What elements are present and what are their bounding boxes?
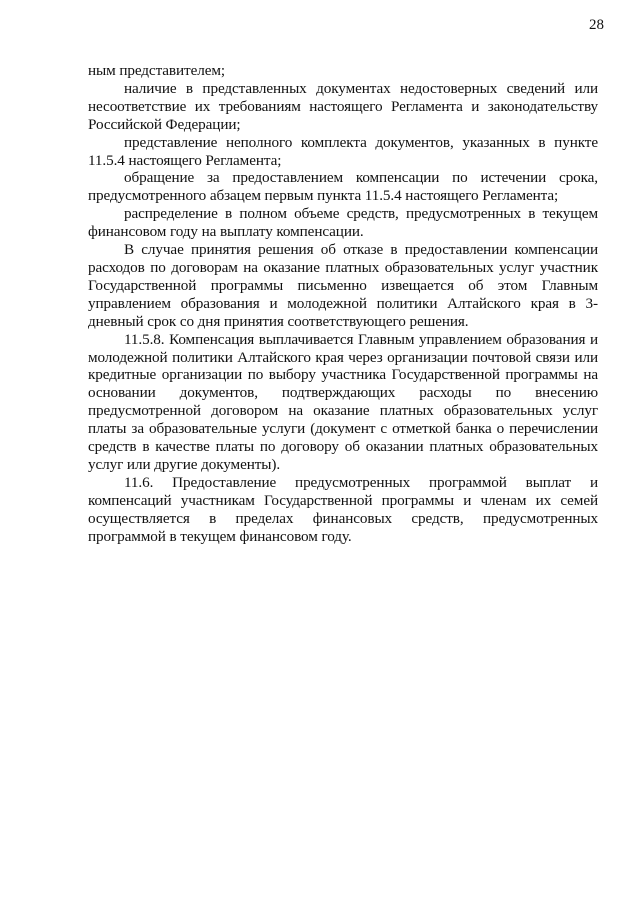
paragraph-incomplete-documents: представление неполного комплекта документов, указанных в пункте 11.5.4 настоящего Регламента; [88,133,598,169]
document-body [88,62,598,545]
paragraph-unreliable-documents: наличие в представленных документах недостоверных сведений или несоответствие их требованиям настоящего Регламента и законодательству Российской Федерации; [88,79,598,133]
paragraph-refusal-notification: В случае принятия решения об отказе в предоставлении компенсации расходов по договорам на оказание платных образовательных услуг участник Государственной программы письменно извещается об этом Главным управлением образования и молодежной политики Алтайского края в 3-дневный срок со дня принятия соответствующего решения. [88,241,598,330]
page-number: 28 [589,17,604,33]
paragraph-funds-distributed: распределение в полном объеме средств, предусмотренных в текущем финансовом году на выплату компенсации. [88,205,598,241]
paragraph-deadline-expired: обращение за предоставлением компенсации по истечении срока, предусмотренного абзацем первым пункта 11.5.4 настоящего Регламента; [88,169,598,205]
paragraph-continuation: ным представителем; [88,62,225,79]
paragraph-11-5-8: 11.5.8. Компенсация выплачивается Главным управлением образования и молодежной политики Алтайского края через организации почтовой связи или кредитные организации по выбору участника Государственной программы на основании документов, подтверждающих расходы по внесению предусмотренной договором на оказание платных образовательных услуг платы за образовательные услуги (документ с отметкой банка о перечислении средств в качестве платы по договору об оказании платных образовательных услуг или другие документы). [88,330,598,473]
paragraph-11-6: 11.6. Предоставление предусмотренных программой выплат и компенсаций участникам Государственной программы и членам их семей осуществляется в пределах финансовых средств, предусмотренных программой в текущем финансовом году. [88,473,598,545]
